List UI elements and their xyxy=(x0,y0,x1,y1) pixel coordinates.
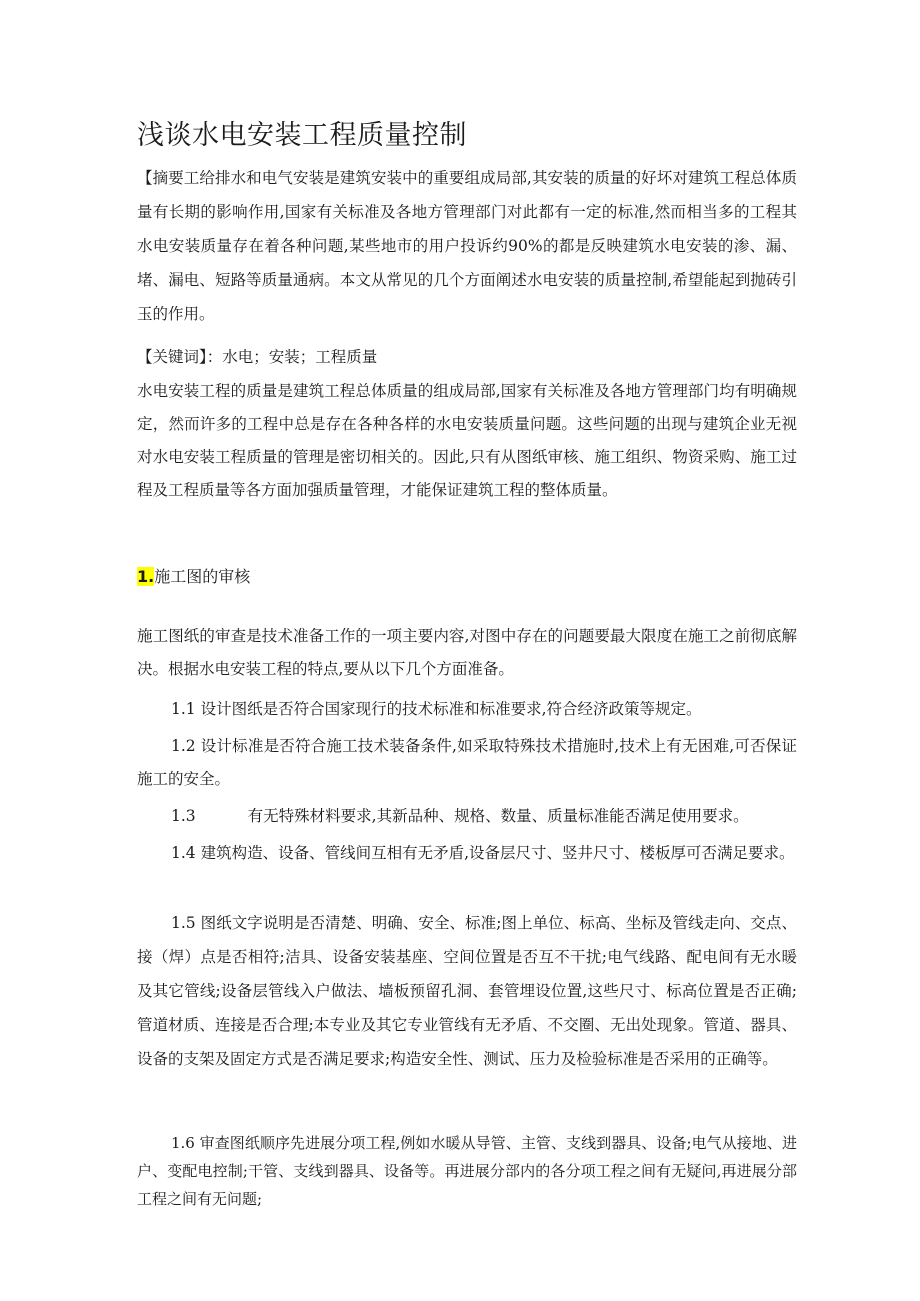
list-item xyxy=(137,799,797,833)
keywords-line: 【关键词】：水电；安装；工程质量 xyxy=(137,348,378,366)
list-item: 1.1 设计图纸是否符合国家现行的技术标准和标准要求,符合经济政策等规定。 xyxy=(171,700,702,718)
section-title: 施工图的审核 xyxy=(154,567,251,586)
section-number-highlight: 1. xyxy=(137,567,155,586)
list-item: 1.4 建筑构造、设备、管线间互相有无矛盾,设备层尺寸、竖井尺寸、楼板厚可否满足要求。 xyxy=(171,844,795,862)
list-item-number: 1.3 xyxy=(171,807,196,825)
document-title: 浅谈水电安装工程质量控制 xyxy=(137,120,467,151)
list-item: 1.5 图纸文字说明是否清楚、明确、安全、标准;图上单位、标高、坐标及管线走向、交点、接（焊）点是否相符;洁具、设备安装基座、空间位置是否互不干扰;电气线路、配电间有无水暖及其它管线;设备层管线入户做法、墙板预留孔洞、套管埋设位置,这些尺寸、标高位置是否正确;管道材质、连接是否合理;本专业及其它专业管线有无矛盾、不交圈、无出处现象。管道、器具、设备的支架及固定方式是否满足要求;构造安全性、测试、压力及检验标准是否采用的正确等。 xyxy=(137,914,797,1068)
section-heading xyxy=(137,560,797,594)
list-item-text: 有无特殊材料要求,其新品种、规格、数量、质量标准能否满足使用要求。 xyxy=(247,807,749,825)
abstract-paragraph: 【摘要工给排水和电气安装是建筑安装中的重要组成局部,其安装的质量的好坏对建筑工程总体质量有长期的影响作用,国家有关标准及各地方管理部门对此都有一定的标准,然而相当多的工程其水电安装质量存在着各种问题,某些地市的用户投诉约90%的都是反映建筑水电安装的渗、漏、堵、漏电、短路等质量通病。本文从常见的几个方面阐述水电安装的质量控制,希望能起到抛砖引玉的作用。 xyxy=(137,169,797,323)
list-item: 1.6 审查图纸顺序先进展分项工程,例如水暖从导管、主管、支线到器具、设备;电气从接地、进户、变配电控制;干管、支线到器具、设备等。再进展分部内的各分项工程之间有无疑问,再进展分部工程之间有无问题; xyxy=(137,1134,797,1208)
list-item: 1.2 设计标准是否符合施工技术装备条件,如采取特殊技术措施时,技术上有无困难,可否保证施工的安全。 xyxy=(137,737,797,788)
section-paragraph: 施工图纸的审查是技术准备工作的一项主要内容,对图中存在的问题要最大限度在施工之前彻底解决。根据水电安装工程的特点,要从以下几个方面准备。 xyxy=(137,627,797,678)
intro-paragraph: 水电安装工程的质量是建筑工程总体质量的组成局部,国家有关标准及各地方管理部门均有明确规定，然而许多的工程中总是存在各种各样的水电安装质量问题。这些问题的出现与建筑企业无视对水电安装工程质量的管理是密切相关的。因此,只有从图纸审核、施工组织、物资采购、施工过程及工程质量等各方面加强质量管理，才能保证建筑工程的整体质量。 xyxy=(137,382,797,499)
